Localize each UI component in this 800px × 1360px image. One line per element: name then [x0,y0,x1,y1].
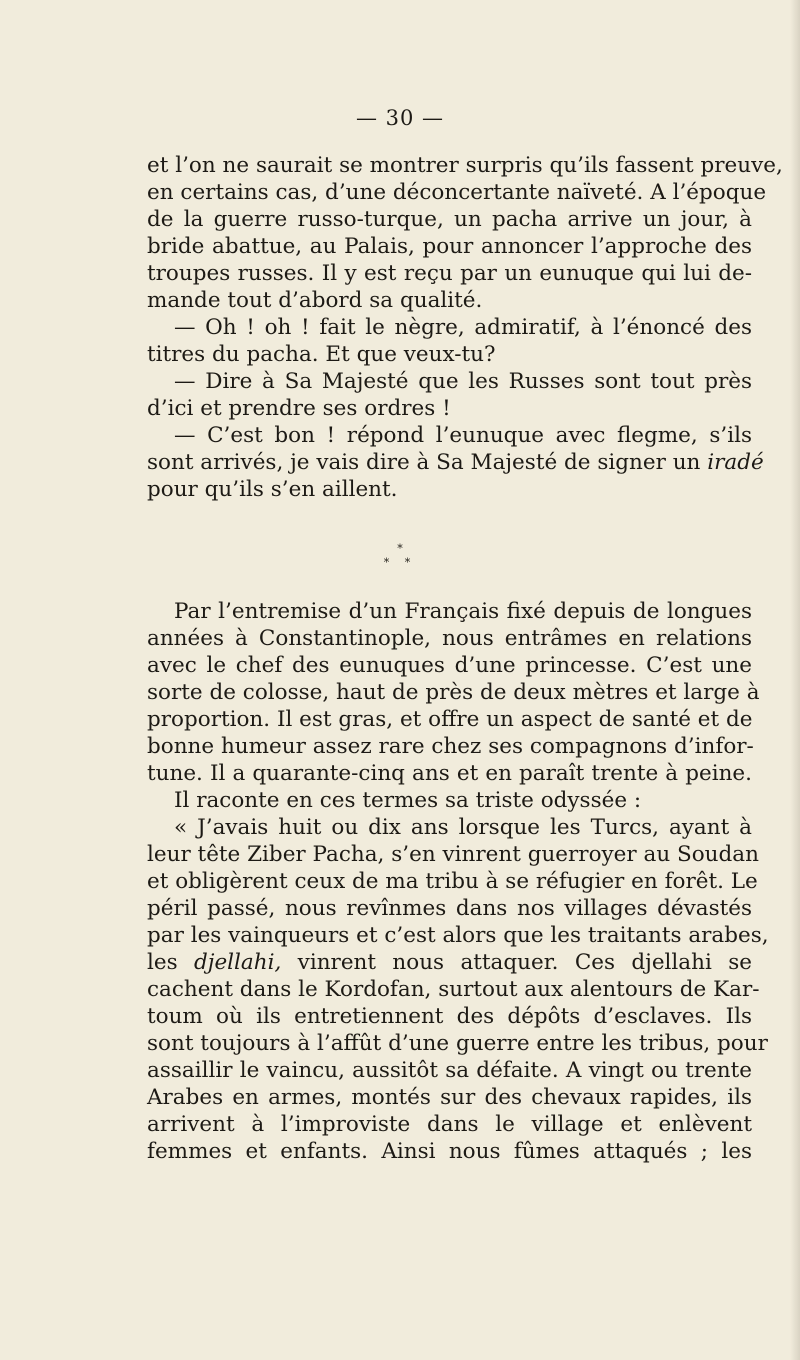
text-line: de la guerre russo-turque, un pacha arrive un jour, à [147,207,752,232]
text-line: péril passé, nous revînmes dans nos villages dévastés [147,896,752,921]
text-line: bride abattue, au Palais, pour annoncer l’approche des [147,234,752,259]
text-block-bottom [147,598,769,1165]
text-fragment: les [147,950,178,975]
text-line: tune. Il a quarante-cinq ans et en paraît trente à peine. [147,761,752,786]
section-separator-bottom: * * [383,556,417,569]
text-line: troupes russes. Il y est reçu par un eunuque qui lui de- [147,261,752,286]
text-line: femmes et enfants. Ainsi nous fûmes attaqués ; les [147,1139,752,1164]
page-number: — 30 — [355,106,445,130]
text-line: assaillir le vaincu, aussitôt sa défaite. A vingt ou trente [147,1058,752,1083]
text-line: leur tête Ziber Pacha, s’en vinrent guerroyer au Soudan [147,842,759,867]
section-separator-top: * [397,542,403,555]
text-line: sont toujours à l’affût d’une guerre entre les tribus, pour [147,1031,768,1056]
text-line [147,949,752,976]
text-line: proportion. Il est gras, et offre un aspect de santé et de [147,707,753,732]
dialogue-line: — C’est bon ! répond l’eunuque avec flegme, s’ils [174,423,752,448]
text-line: en certains cas, d’une déconcertante naïveté. A l’époque [147,180,767,205]
text-line: années à Constantinople, nous entrâmes en relations [147,626,752,651]
dialogue-line [147,449,764,476]
italic-word-djellahi: djellahi, [194,950,282,975]
text-line: par les vainqueurs et c’est alors que les traitants arabes, [147,923,769,948]
text-line: et l’on ne saurait se montrer surpris qu’ils fassent preuve, [147,153,783,178]
dialogue-line: pour qu’ils s’en aillent. [147,477,398,502]
dialogue-line-text: sont arrivés, je vais dire à Sa Majesté de signer un [147,450,701,475]
dialogue-line: — Oh ! oh ! fait le nègre, admiratif, à l’énoncé des [174,315,752,340]
dialogue-line: — Dire à Sa Majesté que les Russes sont tout près [174,369,752,394]
text-line: Arabes en armes, montés sur des chevaux rapides, ils [147,1085,752,1110]
dialogue-line: d’ici et prendre ses ordres ! [147,396,451,421]
text-line: arrivent à l’improviste dans le village et enlèvent [147,1112,752,1137]
text-line: cachent dans le Kordofan, surtout aux alentours de Kar- [147,977,760,1002]
text-line: mande tout d’abord sa qualité. [147,288,483,313]
text-line: « J’avais huit ou dix ans lorsque les Turcs, ayant à [174,815,752,840]
dialogue-line: titres du pacha. Et que veux-tu? [147,342,496,367]
text-line: toum où ils entretiennent des dépôts d’esclaves. Ils [147,1004,752,1029]
text-line: Par l’entremise d’un Français fixé depuis de longues [174,599,752,624]
text-line: Il raconte en ces termes sa triste odyssée : [174,788,642,813]
text-line: avec le chef des eunuques d’une princesse. C’est une [147,653,752,678]
italic-word-irade: iradé [707,450,764,475]
text-fragment: vinrent nous attaquer. Ces djellahi se [297,950,752,975]
text-line: et obligèrent ceux de ma tribu à se réfugier en forêt. Le [147,869,758,894]
text-line: bonne humeur assez rare chez ses compagnons d’infor- [147,734,754,759]
text-block-top [147,152,783,503]
text-line: sorte de colosse, haut de près de deux mètres et large à [147,680,760,705]
